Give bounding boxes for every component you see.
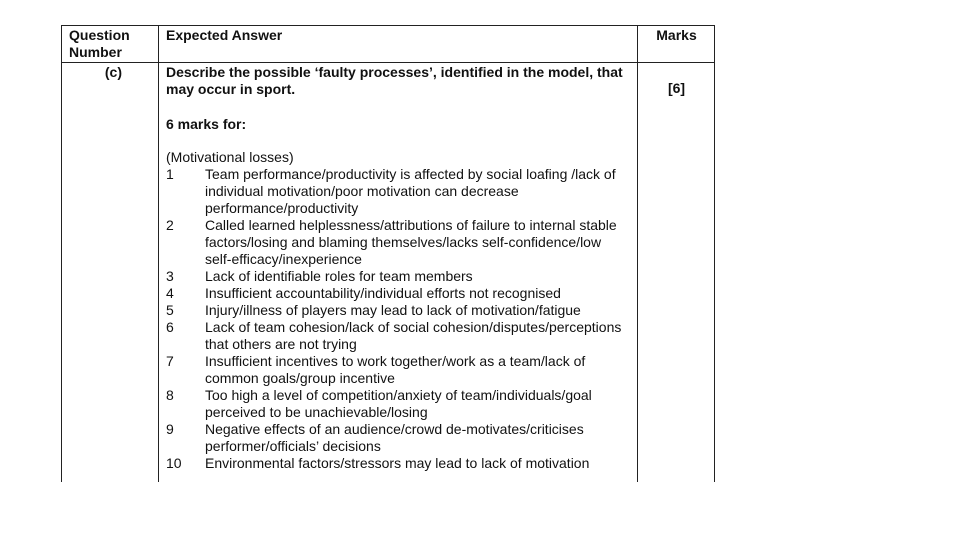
column-divider (158, 26, 159, 482)
list-item (166, 353, 631, 387)
item-text: Team performance/productivity is affected by social loafing /lack of individual motivation/poor motivation can decrease performance/productivity (205, 166, 616, 216)
list-item (166, 387, 631, 421)
item-number: 9 (166, 421, 174, 437)
marks-value: [6] (667, 80, 686, 96)
item-number: 6 (166, 319, 174, 335)
expected-answer (166, 64, 631, 472)
list-item (166, 268, 631, 285)
item-text: Called learned helplessness/attributions of failure to internal stable factors/losing and blaming themselves/lacks self-confidence/low self-efficacy/inexperience (205, 217, 617, 267)
list-item (166, 455, 631, 472)
item-number: 7 (166, 353, 174, 369)
question-text: Describe the possible ‘faulty processes’, identified in the model, that may occur in sport. (166, 64, 623, 97)
item-text: Injury/illness of players may lead to lack of motivation/fatigue (205, 302, 581, 318)
header-marks: Marks (656, 27, 697, 43)
list-item (166, 217, 631, 268)
item-number: 8 (166, 387, 174, 403)
item-text: Environmental factors/stressors may lead to lack of motivation (205, 455, 590, 471)
list-item (166, 166, 631, 217)
item-text: Negative effects of an audience/crowd de-motivates/criticises performer/officials’ decisions (205, 421, 584, 454)
list-item (166, 302, 631, 319)
list-item (166, 319, 631, 353)
subheading: (Motivational losses) (166, 149, 294, 165)
item-number: 4 (166, 285, 174, 301)
item-number: 2 (166, 217, 174, 233)
item-text: Too high a level of competition/anxiety of team/individuals/goal perceived to be unachievable/losing (205, 387, 592, 420)
list-item (166, 285, 631, 302)
item-text: Insufficient incentives to work together/work as a team/lack of common goals/group incentive (205, 353, 586, 386)
item-text: Lack of identifiable roles for team members (205, 268, 473, 284)
question-number: (c) (104, 64, 122, 80)
answer-points (166, 166, 631, 472)
item-text: Lack of team cohesion/lack of social cohesion/disputes/perceptions that others are not trying (205, 319, 622, 352)
header-expected-answer: Expected Answer (166, 27, 283, 43)
header-divider (62, 62, 714, 63)
item-number: 10 (166, 455, 182, 471)
header-question-number: Question Number (69, 27, 130, 60)
item-number: 5 (166, 302, 174, 318)
marks-for-label: 6 marks for: (166, 116, 247, 132)
item-text: Insufficient accountability/individual efforts not recognised (205, 285, 561, 301)
item-number: 1 (166, 166, 174, 182)
item-number: 3 (166, 268, 174, 284)
mark-scheme-table (61, 25, 715, 482)
list-item (166, 421, 631, 455)
